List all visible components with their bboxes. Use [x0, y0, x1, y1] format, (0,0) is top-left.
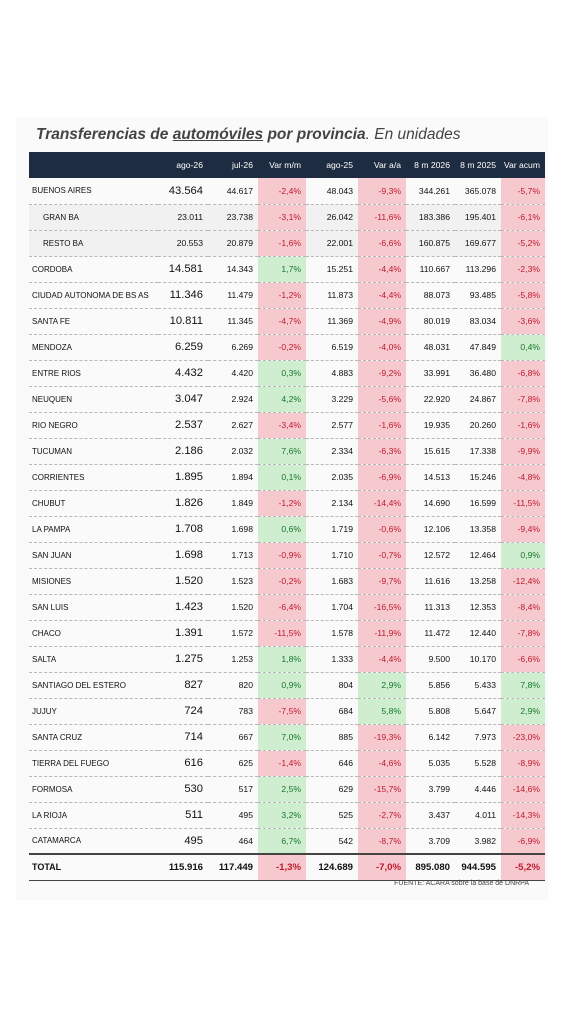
column-header: Var a/a	[358, 152, 406, 178]
column-header: ago-26	[158, 152, 208, 178]
cell-ago25: 11.873	[306, 282, 358, 308]
cell-var-aa: -8,7%	[358, 828, 406, 854]
cell-ago25: 629	[306, 776, 358, 802]
transfer-table	[29, 152, 545, 881]
cell-var-mm: -3,1%	[258, 204, 306, 230]
cell-var-acum: -3,6%	[501, 308, 545, 334]
cell-m2026: 5.035	[406, 750, 455, 776]
cell-m2025: 36.480	[455, 360, 501, 386]
cell-m2025: 13.358	[455, 516, 501, 542]
cell-m2026: 3.437	[406, 802, 455, 828]
cell-var-mm: -1,2%	[258, 282, 306, 308]
cell-m2026: 33.991	[406, 360, 455, 386]
cell-m2025: 3.982	[455, 828, 501, 854]
cell-m2026: 88.073	[406, 282, 455, 308]
table-row	[29, 750, 545, 776]
cell-jul26: 1.253	[208, 646, 258, 672]
province-name: TUCUMAN	[29, 438, 158, 464]
province-name: SAN LUIS	[29, 594, 158, 620]
cell-ago25: 2.334	[306, 438, 358, 464]
cell-ago25: 1.710	[306, 542, 358, 568]
cell-m2025: 5.433	[455, 672, 501, 698]
cell-m2025: 17.338	[455, 438, 501, 464]
cell-var-mm: 2,5%	[258, 776, 306, 802]
table-row	[29, 308, 545, 334]
cell-var-acum: -6,6%	[501, 646, 545, 672]
cell-ago25: 1.704	[306, 594, 358, 620]
cell-m2026: 5.808	[406, 698, 455, 724]
cell-var-aa: -4,9%	[358, 308, 406, 334]
column-header	[29, 152, 158, 178]
cell-ago25: 3.229	[306, 386, 358, 412]
cell-var-mm: -2,4%	[258, 178, 306, 204]
column-header: Var m/m	[258, 152, 306, 178]
cell-var-acum: -5,8%	[501, 282, 545, 308]
cell-ago26: 511	[158, 802, 208, 828]
cell-jul26: 4.420	[208, 360, 258, 386]
cell-jul26: 667	[208, 724, 258, 750]
cell-m2026: 15.615	[406, 438, 455, 464]
province-name: MENDOZA	[29, 334, 158, 360]
cell-m2025: 20.260	[455, 412, 501, 438]
cell-ago26: 714	[158, 724, 208, 750]
cell-jul26: 783	[208, 698, 258, 724]
cell-var-acum: -2,3%	[501, 256, 545, 282]
cell-m2026: 9.500	[406, 646, 455, 672]
cell-jul26: 14.343	[208, 256, 258, 282]
cell-jul26: 1.523	[208, 568, 258, 594]
cell-var-aa: -11,9%	[358, 620, 406, 646]
cell-ago25: 684	[306, 698, 358, 724]
table-row	[29, 178, 545, 204]
cell-var-mm: -1,6%	[258, 230, 306, 256]
cell-m2025: 12.464	[455, 542, 501, 568]
cell-ago25: 4.883	[306, 360, 358, 386]
cell-var-mm: -7,5%	[258, 698, 306, 724]
table-row	[29, 438, 545, 464]
cell-var-mm: -0,2%	[258, 568, 306, 594]
cell-jul26: 44.617	[208, 178, 258, 204]
cell-var-aa: 2,9%	[358, 672, 406, 698]
province-name: RESTO BA	[29, 230, 158, 256]
title-after: por provincia	[263, 126, 366, 143]
cell-m2026: 11.472	[406, 620, 455, 646]
cell-ago26: 2.186	[158, 438, 208, 464]
cell-var-aa: -14,4%	[358, 490, 406, 516]
cell-ago25: 124.689	[306, 854, 358, 880]
province-name: ENTRE RIOS	[29, 360, 158, 386]
cell-var-mm: -1,3%	[258, 854, 306, 880]
column-header: ago-25	[306, 152, 358, 178]
province-name: MISIONES	[29, 568, 158, 594]
cell-ago25: 1.578	[306, 620, 358, 646]
cell-m2025: 113.296	[455, 256, 501, 282]
title-highlight: automóviles	[172, 126, 264, 143]
cell-ago25: 1.683	[306, 568, 358, 594]
cell-m2026: 6.142	[406, 724, 455, 750]
cell-ago26: 43.564	[158, 178, 208, 204]
cell-var-acum: -4,8%	[501, 464, 545, 490]
cell-m2025: 195.401	[455, 204, 501, 230]
cell-jul26: 1.698	[208, 516, 258, 542]
cell-ago26: 20.553	[158, 230, 208, 256]
cell-jul26: 517	[208, 776, 258, 802]
cell-var-aa: -9,7%	[358, 568, 406, 594]
cell-var-acum: -5,7%	[501, 178, 545, 204]
cell-var-aa: 5,8%	[358, 698, 406, 724]
cell-ago25: 2.035	[306, 464, 358, 490]
cell-ago26: 1.391	[158, 620, 208, 646]
cell-var-mm: -11,5%	[258, 620, 306, 646]
cell-var-aa: -11,6%	[358, 204, 406, 230]
cell-ago26: 1.826	[158, 490, 208, 516]
cell-m2026: 110.667	[406, 256, 455, 282]
cell-ago26: 11.346	[158, 282, 208, 308]
cell-var-mm: 6,7%	[258, 828, 306, 854]
cell-ago25: 26.042	[306, 204, 358, 230]
cell-ago26: 1.423	[158, 594, 208, 620]
cell-var-aa: -6,3%	[358, 438, 406, 464]
cell-ago25: 542	[306, 828, 358, 854]
cell-ago26: 3.047	[158, 386, 208, 412]
table-card	[16, 118, 548, 900]
cell-jul26: 11.479	[208, 282, 258, 308]
cell-jul26: 2.627	[208, 412, 258, 438]
cell-var-aa: -5,6%	[358, 386, 406, 412]
table-row	[29, 230, 545, 256]
cell-m2026: 5.856	[406, 672, 455, 698]
cell-var-mm: 7,0%	[258, 724, 306, 750]
total-row	[29, 854, 545, 880]
cell-var-aa: -0,7%	[358, 542, 406, 568]
province-name: CHACO	[29, 620, 158, 646]
table-row	[29, 464, 545, 490]
cell-jul26: 6.269	[208, 334, 258, 360]
cell-m2025: 4.446	[455, 776, 501, 802]
table-row	[29, 620, 545, 646]
province-name: CIUDAD AUTONOMA DE BS AS	[29, 282, 158, 308]
chart-subtitle: . En unidades	[365, 126, 461, 143]
cell-ago26: 1.708	[158, 516, 208, 542]
cell-m2026: 11.313	[406, 594, 455, 620]
cell-var-acum: 0,4%	[501, 334, 545, 360]
table-row	[29, 256, 545, 282]
table-row	[29, 802, 545, 828]
cell-var-aa: -0,6%	[358, 516, 406, 542]
cell-m2025: 12.353	[455, 594, 501, 620]
table-row	[29, 724, 545, 750]
cell-m2026: 3.709	[406, 828, 455, 854]
cell-ago25: 525	[306, 802, 358, 828]
cell-var-acum: -6,9%	[501, 828, 545, 854]
cell-jul26: 464	[208, 828, 258, 854]
table-row	[29, 490, 545, 516]
cell-jul26: 495	[208, 802, 258, 828]
table-row	[29, 282, 545, 308]
table-row	[29, 412, 545, 438]
cell-m2026: 183.386	[406, 204, 455, 230]
cell-ago26: 115.916	[158, 854, 208, 880]
cell-var-aa: -4,0%	[358, 334, 406, 360]
cell-var-aa: -9,2%	[358, 360, 406, 386]
cell-var-mm: -3,4%	[258, 412, 306, 438]
table-row	[29, 672, 545, 698]
table-row	[29, 334, 545, 360]
cell-jul26: 1.849	[208, 490, 258, 516]
cell-var-acum: -8,9%	[501, 750, 545, 776]
cell-ago25: 11.369	[306, 308, 358, 334]
table-row	[29, 646, 545, 672]
cell-m2025: 93.485	[455, 282, 501, 308]
cell-var-acum: -6,1%	[501, 204, 545, 230]
cell-var-acum: 2,9%	[501, 698, 545, 724]
cell-ago26: 827	[158, 672, 208, 698]
cell-m2026: 12.572	[406, 542, 455, 568]
column-header: Var acum	[501, 152, 545, 178]
cell-m2025: 7.973	[455, 724, 501, 750]
cell-jul26: 2.924	[208, 386, 258, 412]
cell-var-aa: -7,0%	[358, 854, 406, 880]
cell-var-aa: -4,4%	[358, 282, 406, 308]
cell-m2026: 3.799	[406, 776, 455, 802]
cell-m2026: 48.031	[406, 334, 455, 360]
cell-m2026: 11.616	[406, 568, 455, 594]
cell-m2026: 22.920	[406, 386, 455, 412]
cell-var-acum: 7,8%	[501, 672, 545, 698]
cell-m2025: 24.867	[455, 386, 501, 412]
table-row	[29, 542, 545, 568]
cell-var-mm: 0,6%	[258, 516, 306, 542]
table-row	[29, 828, 545, 854]
table-row	[29, 360, 545, 386]
table-body	[29, 178, 545, 880]
cell-ago26: 6.259	[158, 334, 208, 360]
province-name: TOTAL	[29, 854, 158, 880]
cell-ago26: 724	[158, 698, 208, 724]
cell-var-aa: -4,4%	[358, 646, 406, 672]
province-name: CATAMARCA	[29, 828, 158, 854]
cell-ago26: 616	[158, 750, 208, 776]
cell-m2026: 895.080	[406, 854, 455, 880]
cell-m2026: 14.513	[406, 464, 455, 490]
cell-var-acum: -11,5%	[501, 490, 545, 516]
header-row	[29, 152, 545, 178]
cell-m2025: 5.528	[455, 750, 501, 776]
province-name: CHUBUT	[29, 490, 158, 516]
cell-m2025: 365.078	[455, 178, 501, 204]
cell-var-aa: -15,7%	[358, 776, 406, 802]
province-name: NEUQUEN	[29, 386, 158, 412]
cell-var-aa: -4,4%	[358, 256, 406, 282]
cell-ago26: 530	[158, 776, 208, 802]
cell-var-acum: -14,3%	[501, 802, 545, 828]
cell-var-mm: -6,4%	[258, 594, 306, 620]
cell-var-aa: -1,6%	[358, 412, 406, 438]
table-row	[29, 594, 545, 620]
cell-var-acum: -9,4%	[501, 516, 545, 542]
table-row	[29, 776, 545, 802]
cell-var-mm: -4,7%	[258, 308, 306, 334]
cell-var-aa: -9,3%	[358, 178, 406, 204]
cell-m2025: 16.599	[455, 490, 501, 516]
cell-var-mm: 3,2%	[258, 802, 306, 828]
cell-var-acum: -14,6%	[501, 776, 545, 802]
cell-ago25: 885	[306, 724, 358, 750]
cell-jul26: 11.345	[208, 308, 258, 334]
province-name: SANTA FE	[29, 308, 158, 334]
cell-ago25: 1.719	[306, 516, 358, 542]
cell-ago26: 495	[158, 828, 208, 854]
column-header: jul-26	[208, 152, 258, 178]
cell-var-acum: -7,8%	[501, 620, 545, 646]
cell-m2025: 12.440	[455, 620, 501, 646]
cell-var-mm: -0,9%	[258, 542, 306, 568]
cell-jul26: 1.894	[208, 464, 258, 490]
cell-m2026: 14.690	[406, 490, 455, 516]
cell-jul26: 820	[208, 672, 258, 698]
cell-ago26: 2.537	[158, 412, 208, 438]
province-name: JUJUY	[29, 698, 158, 724]
cell-var-acum: -5,2%	[501, 854, 545, 880]
cell-ago26: 1.520	[158, 568, 208, 594]
cell-ago26: 4.432	[158, 360, 208, 386]
cell-var-mm: 7,6%	[258, 438, 306, 464]
cell-m2025: 4.011	[455, 802, 501, 828]
chart-title	[36, 126, 460, 144]
cell-m2025: 10.170	[455, 646, 501, 672]
cell-var-mm: 4,2%	[258, 386, 306, 412]
cell-ago25: 48.043	[306, 178, 358, 204]
cell-ago25: 646	[306, 750, 358, 776]
cell-ago25: 1.333	[306, 646, 358, 672]
cell-m2026: 12.106	[406, 516, 455, 542]
cell-m2025: 15.246	[455, 464, 501, 490]
source-note: FUENTE: ACARA sobre la base de DNRPA	[394, 880, 529, 887]
province-name: CORDOBA	[29, 256, 158, 282]
province-name: RIO NEGRO	[29, 412, 158, 438]
cell-var-mm: 1,8%	[258, 646, 306, 672]
cell-var-aa: -19,3%	[358, 724, 406, 750]
cell-var-acum: -8,4%	[501, 594, 545, 620]
cell-jul26: 625	[208, 750, 258, 776]
cell-jul26: 2.032	[208, 438, 258, 464]
cell-m2026: 80.019	[406, 308, 455, 334]
table-row	[29, 204, 545, 230]
cell-m2025: 13.258	[455, 568, 501, 594]
cell-var-mm: -0,2%	[258, 334, 306, 360]
province-name: SANTA CRUZ	[29, 724, 158, 750]
cell-ago26: 1.275	[158, 646, 208, 672]
cell-ago25: 804	[306, 672, 358, 698]
cell-var-acum: -23,0%	[501, 724, 545, 750]
cell-jul26: 20.879	[208, 230, 258, 256]
cell-m2025: 944.595	[455, 854, 501, 880]
cell-ago25: 6.519	[306, 334, 358, 360]
table-row	[29, 698, 545, 724]
cell-ago26: 1.698	[158, 542, 208, 568]
cell-jul26: 117.449	[208, 854, 258, 880]
cell-var-acum: -6,8%	[501, 360, 545, 386]
cell-ago25: 15.251	[306, 256, 358, 282]
cell-ago26: 10.811	[158, 308, 208, 334]
column-header: 8 m 2026	[406, 152, 455, 178]
cell-ago26: 14.581	[158, 256, 208, 282]
cell-ago26: 1.895	[158, 464, 208, 490]
cell-var-acum: -7,8%	[501, 386, 545, 412]
province-name: CORRIENTES	[29, 464, 158, 490]
province-name: FORMOSA	[29, 776, 158, 802]
province-name: LA RIOJA	[29, 802, 158, 828]
cell-ago25: 22.001	[306, 230, 358, 256]
cell-jul26: 1.713	[208, 542, 258, 568]
province-name: LA PAMPA	[29, 516, 158, 542]
cell-ago25: 2.134	[306, 490, 358, 516]
cell-var-aa: -16,5%	[358, 594, 406, 620]
cell-var-aa: -6,6%	[358, 230, 406, 256]
cell-var-acum: -12,4%	[501, 568, 545, 594]
cell-var-mm: 0,9%	[258, 672, 306, 698]
province-name: BUENOS AIRES	[29, 178, 158, 204]
column-header: 8 m 2025	[455, 152, 501, 178]
province-name: GRAN BA	[29, 204, 158, 230]
table-row	[29, 516, 545, 542]
cell-jul26: 1.572	[208, 620, 258, 646]
cell-var-acum: 0,9%	[501, 542, 545, 568]
cell-var-mm: 0,3%	[258, 360, 306, 386]
cell-ago25: 2.577	[306, 412, 358, 438]
cell-m2025: 47.849	[455, 334, 501, 360]
cell-var-mm: -1,2%	[258, 490, 306, 516]
province-name: SANTIAGO DEL ESTERO	[29, 672, 158, 698]
cell-var-acum: -9,9%	[501, 438, 545, 464]
cell-m2026: 160.875	[406, 230, 455, 256]
cell-var-mm: 1,7%	[258, 256, 306, 282]
cell-var-mm: 0,1%	[258, 464, 306, 490]
table-row	[29, 568, 545, 594]
cell-var-aa: -4,6%	[358, 750, 406, 776]
cell-var-aa: -6,9%	[358, 464, 406, 490]
cell-m2025: 169.677	[455, 230, 501, 256]
province-name: SALTA	[29, 646, 158, 672]
cell-ago26: 23.011	[158, 204, 208, 230]
province-name: SAN JUAN	[29, 542, 158, 568]
cell-m2025: 5.647	[455, 698, 501, 724]
cell-jul26: 1.520	[208, 594, 258, 620]
cell-var-mm: -1,4%	[258, 750, 306, 776]
cell-jul26: 23.738	[208, 204, 258, 230]
cell-m2026: 19.935	[406, 412, 455, 438]
cell-var-aa: -2,7%	[358, 802, 406, 828]
cell-var-acum: -1,6%	[501, 412, 545, 438]
cell-var-acum: -5,2%	[501, 230, 545, 256]
cell-m2026: 344.261	[406, 178, 455, 204]
title-main: Transferencias de	[36, 126, 173, 143]
cell-m2025: 83.034	[455, 308, 501, 334]
province-name: TIERRA DEL FUEGO	[29, 750, 158, 776]
table-row	[29, 386, 545, 412]
